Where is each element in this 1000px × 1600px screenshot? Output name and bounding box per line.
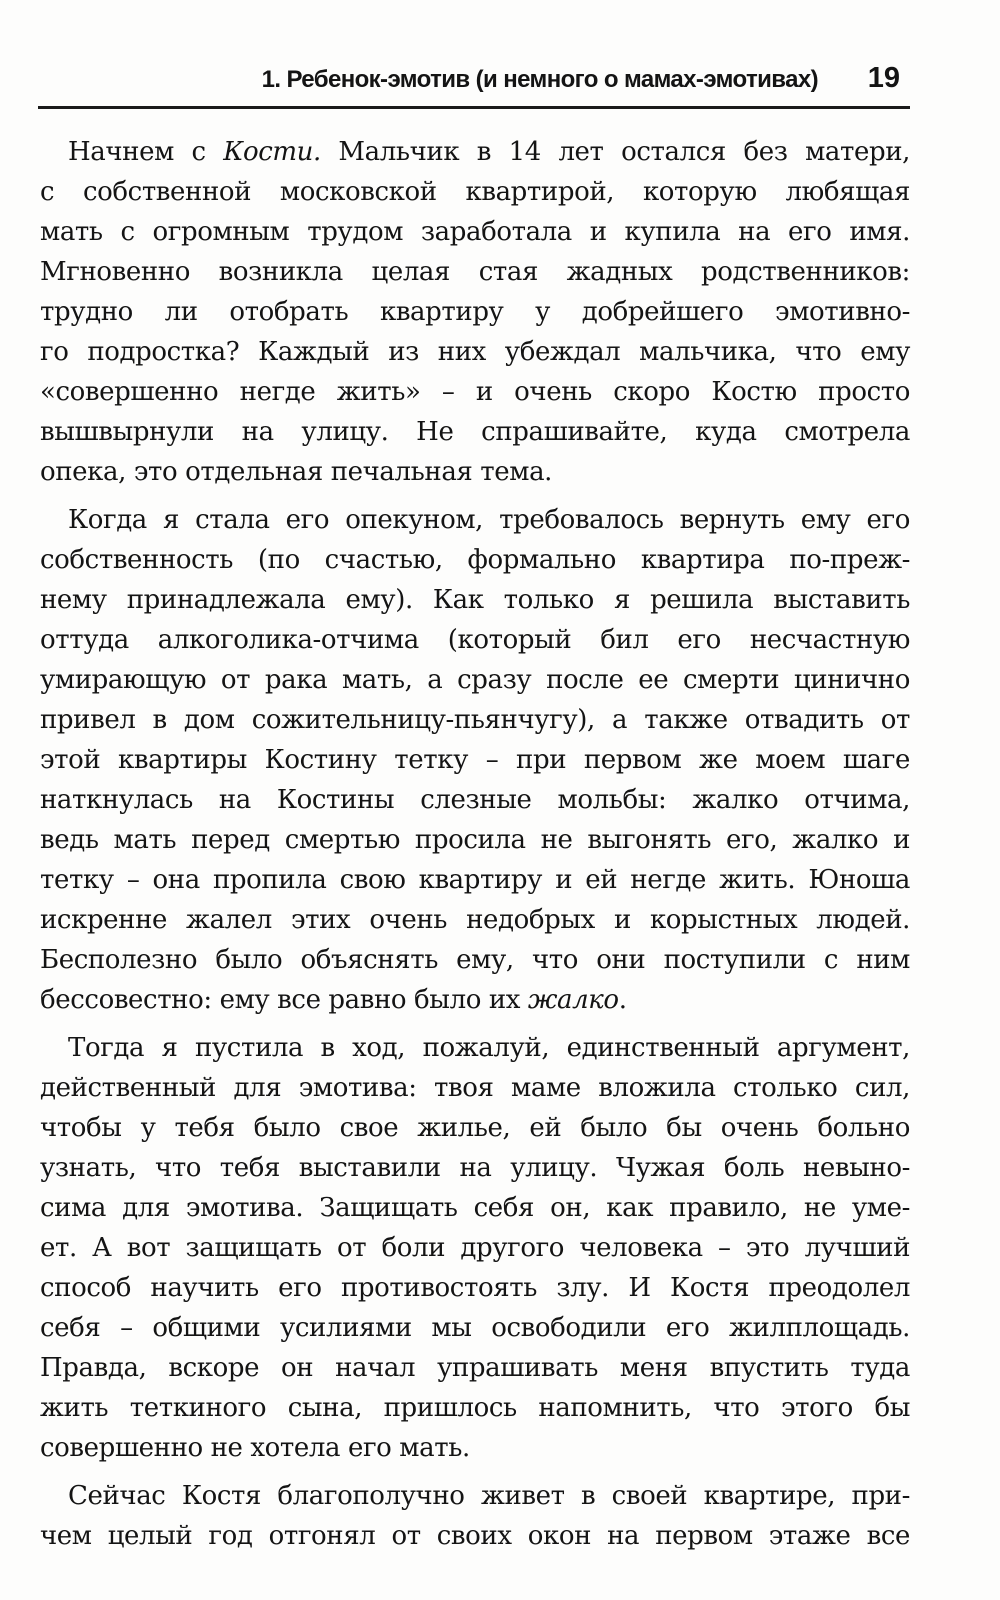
line-text: умирающую от рака мать, а сразу после ее смерти цинично	[40, 665, 910, 695]
paragraph	[40, 1028, 910, 1468]
text-line	[40, 292, 910, 332]
line-text: «совершенно негде жить» – и очень скоро Костю просто	[40, 377, 910, 407]
line-text: искренне жалел этих очень недобрых и корыстных людей.	[40, 905, 910, 935]
line-text: Начнем с	[68, 137, 224, 167]
line-text: .	[618, 985, 627, 1015]
text-line	[40, 252, 910, 292]
text-line	[40, 132, 910, 172]
line-text: Бесполезно было объяснять ему, что они поступили с ним	[40, 945, 910, 975]
line-text: Тогда я пустила в ход, пожалуй, единственный аргумент,	[68, 1033, 910, 1063]
text-line	[40, 1308, 910, 1348]
running-title: 1. Ребенок-эмотив (и немного о мамах-эмотивах)	[261, 66, 818, 93]
line-text: мать с огромным трудом заработала и купила на его имя.	[40, 217, 910, 247]
line-text: ет. А вот защищать от боли другого человека – это лучший	[40, 1233, 910, 1263]
line-text: собственность (по счастью, формально квартира по-преж-	[40, 545, 910, 575]
paragraph	[40, 132, 910, 492]
line-text: с собственной московской квартирой, которую любящая	[40, 177, 910, 207]
line-text: способ научить его противостоять злу. И Костя преодолел	[40, 1273, 910, 1303]
text-line	[40, 172, 910, 212]
line-text: чтобы у тебя было свое жилье, ей было бы очень больно	[40, 1113, 910, 1143]
line-text: опека, это отдельная печальная тема.	[40, 457, 553, 487]
text-line	[40, 1148, 910, 1188]
text-line	[40, 1108, 910, 1148]
line-text: го подростка? Каждый из них убеждал мальчика, что ему	[40, 337, 910, 367]
running-header	[38, 62, 910, 109]
text-line	[40, 620, 910, 660]
line-text: этой квартиры Костину тетку – при первом же моем шаге	[40, 745, 910, 775]
text-line	[40, 1476, 910, 1516]
text-line	[40, 940, 910, 980]
text-line	[40, 1068, 910, 1108]
text-line	[40, 332, 910, 372]
italic-emphasis: жалко	[527, 985, 619, 1015]
italic-emphasis: Кости.	[223, 137, 321, 167]
line-text: жить теткиного сына, пришлось напомнить, что этого бы	[40, 1393, 910, 1423]
text-line	[40, 700, 910, 740]
line-text: бессовестно: ему все равно было их	[40, 985, 528, 1015]
body-text	[40, 132, 910, 1564]
paragraph	[40, 500, 910, 1020]
page-number: 19	[867, 62, 900, 94]
paragraph	[40, 1476, 910, 1556]
text-line	[40, 780, 910, 820]
text-line	[40, 1188, 910, 1228]
text-line	[40, 452, 910, 492]
text-line	[40, 412, 910, 452]
text-line	[40, 540, 910, 580]
line-text: наткнулась на Костины слезные мольбы: жалко отчима,	[40, 785, 910, 815]
line-text: Правда, вскоре он начал упрашивать меня впустить туда	[40, 1353, 910, 1383]
text-line	[40, 500, 910, 540]
line-text: узнать, что тебя выставили на улицу. Чужая боль невыно-	[40, 1153, 910, 1183]
line-text: сима для эмотива. Защищать себя он, как правило, не уме-	[40, 1193, 910, 1223]
line-text: Мальчик в 14 лет остался без матери,	[320, 137, 910, 167]
line-text: тетку – она пропила свою квартиру и ей негде жить. Юноша	[40, 865, 910, 895]
text-line	[40, 980, 910, 1020]
text-line	[40, 1516, 910, 1556]
line-text: чем целый год отгонял от своих окон на первом этаже все	[40, 1521, 910, 1551]
text-line	[40, 1228, 910, 1268]
line-text: нему принадлежала ему). Как только я решила выставить	[40, 585, 910, 615]
text-line	[40, 212, 910, 252]
text-line	[40, 1268, 910, 1308]
text-line	[40, 1028, 910, 1068]
text-line	[40, 860, 910, 900]
line-text: привел в дом сожительницу-пьянчугу), а также отвадить от	[40, 705, 910, 735]
line-text: себя – общими усилиями мы освободили его жилплощадь.	[40, 1313, 910, 1343]
line-text: ведь мать перед смертью просила не выгонять его, жалко и	[40, 825, 910, 855]
text-line	[40, 580, 910, 620]
line-text: Мгновенно возникла целая стая жадных родственников:	[40, 257, 910, 287]
line-text: оттуда алкоголика-отчима (который бил его несчастную	[40, 625, 910, 655]
text-line	[40, 1428, 910, 1468]
line-text: действенный для эмотива: твоя маме вложила столько сил,	[40, 1073, 910, 1103]
line-text: вышвырнули на улицу. Не спрашивайте, куда смотрела	[40, 417, 910, 447]
text-line	[40, 820, 910, 860]
text-line	[40, 1348, 910, 1388]
text-line	[40, 372, 910, 412]
text-line	[40, 1388, 910, 1428]
text-line	[40, 660, 910, 700]
line-text: совершенно не хотела его мать.	[40, 1433, 470, 1463]
text-line	[40, 900, 910, 940]
line-text: Сейчас Костя благополучно живет в своей квартире, при-	[68, 1481, 910, 1511]
line-text: трудно ли отобрать квартиру у добрейшего эмотивно-	[40, 297, 910, 327]
text-line	[40, 740, 910, 780]
line-text: Когда я стала его опекуном, требовалось вернуть ему его	[68, 505, 910, 535]
